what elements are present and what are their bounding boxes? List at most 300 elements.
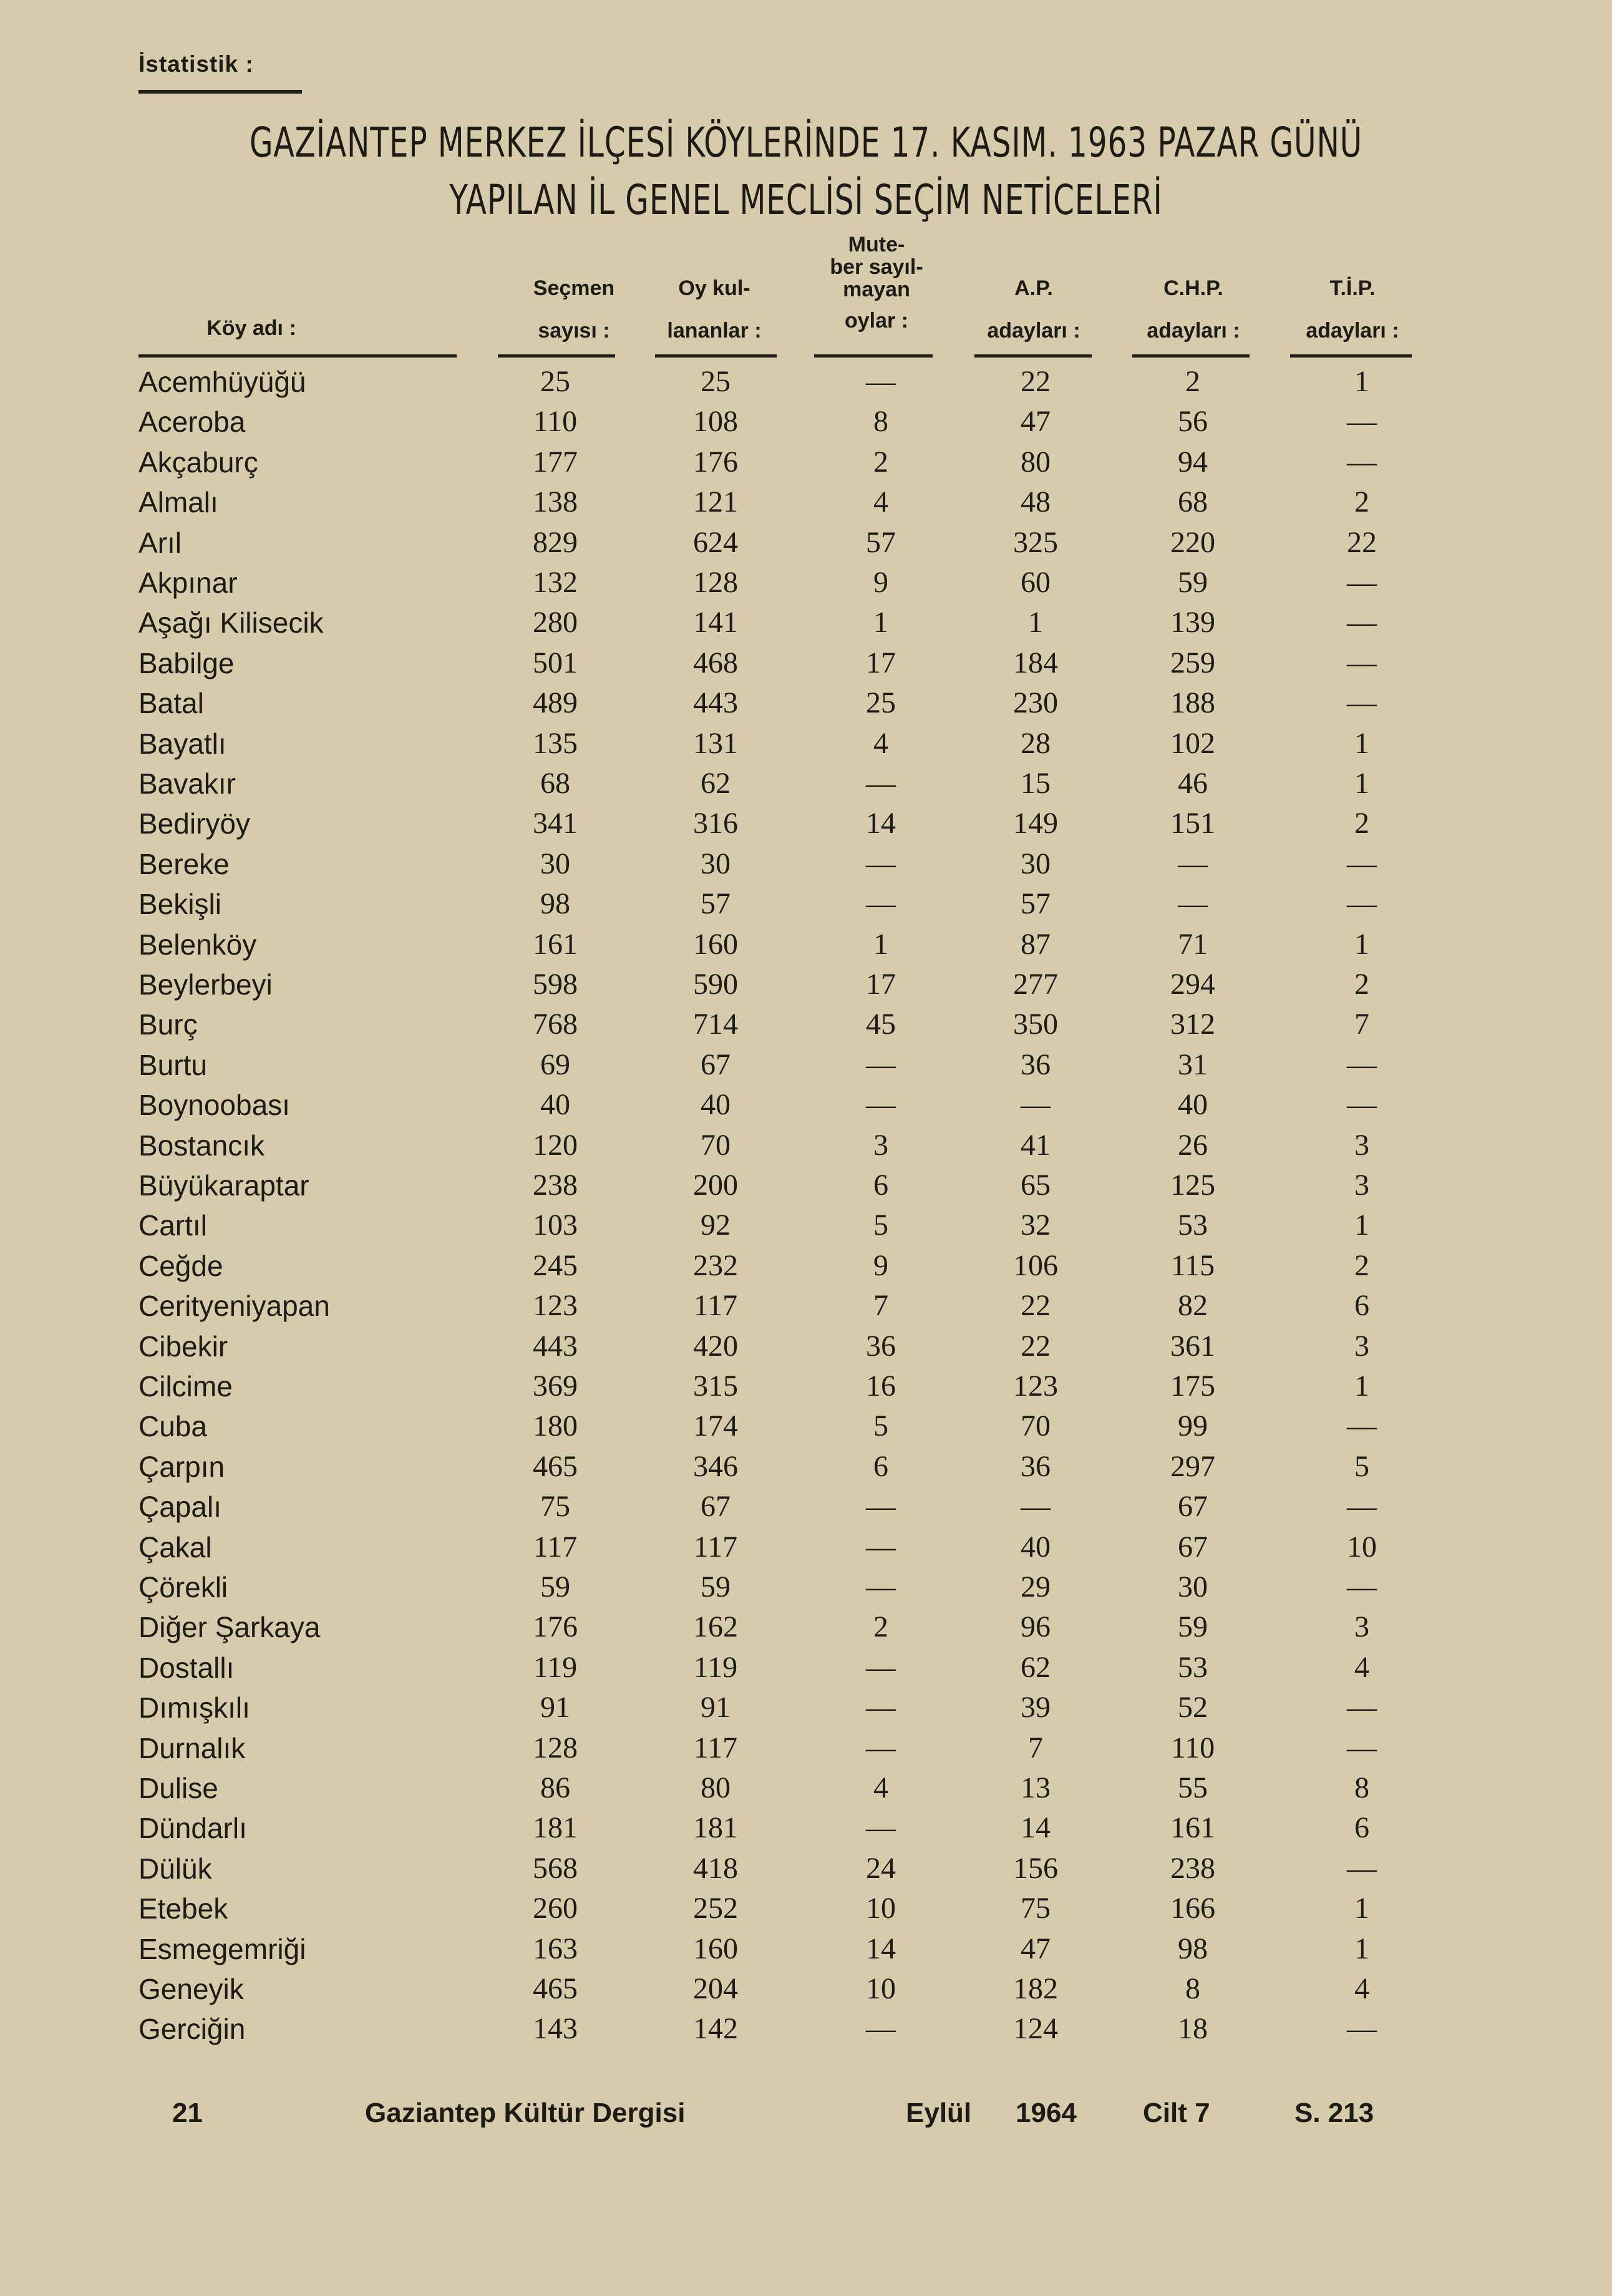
village-name-cell: Cuba bbox=[138, 1410, 207, 1443]
ap-cell: 182 bbox=[1013, 1972, 1058, 2005]
ap-cell: 41 bbox=[1021, 1128, 1051, 1162]
voters-cell: 568 bbox=[533, 1851, 578, 1885]
ap-cell: 36 bbox=[1021, 1048, 1051, 1081]
table-row bbox=[0, 1527, 1612, 1567]
voters-cell: 135 bbox=[533, 726, 578, 760]
voters-cell: 180 bbox=[533, 1409, 578, 1443]
votes-cast-cell: 590 bbox=[693, 968, 738, 1001]
chp-cell: 31 bbox=[1178, 1048, 1208, 1081]
votes-cast-cell: 204 bbox=[693, 1972, 738, 2005]
column-header-invalid-line-1: Mute- bbox=[848, 233, 905, 256]
column-header-voters-line-1: Seçmen bbox=[533, 276, 615, 300]
ap-cell: 123 bbox=[1013, 1369, 1058, 1403]
tip-cell: — bbox=[1347, 405, 1377, 439]
table-row bbox=[0, 402, 1612, 442]
invalid-cell: — bbox=[866, 1048, 896, 1081]
ap-cell: — bbox=[1021, 1088, 1051, 1122]
village-name-cell: Babilge bbox=[138, 646, 235, 679]
column-header-tip-line-2: adayları : bbox=[1306, 319, 1399, 343]
chp-cell: 59 bbox=[1178, 566, 1208, 599]
village-name-cell: Geneyik bbox=[138, 1973, 244, 2005]
invalid-cell: 45 bbox=[866, 1008, 896, 1041]
votes-cast-cell: 67 bbox=[701, 1490, 731, 1524]
voters-cell: 25 bbox=[540, 365, 570, 398]
chp-cell: 56 bbox=[1178, 405, 1208, 439]
village-name-cell: Akçaburç bbox=[138, 445, 258, 479]
voters-cell: 768 bbox=[533, 1008, 578, 1041]
votes-cast-cell: 92 bbox=[701, 1209, 731, 1242]
chp-cell: 259 bbox=[1170, 646, 1215, 679]
village-name-cell: Dülük bbox=[138, 1852, 212, 1885]
ap-cell: 40 bbox=[1021, 1530, 1051, 1564]
chp-cell: 161 bbox=[1170, 1811, 1215, 1845]
tip-cell: 1 bbox=[1354, 1209, 1369, 1242]
column-rule-votes-cast bbox=[655, 354, 777, 358]
invalid-cell: 4 bbox=[873, 1771, 888, 1804]
invalid-cell: 10 bbox=[866, 1972, 896, 2005]
chp-cell: 52 bbox=[1178, 1691, 1208, 1724]
chp-cell: 125 bbox=[1170, 1169, 1215, 1202]
column-header-voters bbox=[496, 276, 652, 343]
chp-cell: 53 bbox=[1178, 1650, 1208, 1684]
tip-cell: 3 bbox=[1354, 1329, 1369, 1363]
invalid-cell: 17 bbox=[866, 968, 896, 1001]
tip-cell: — bbox=[1347, 1851, 1377, 1885]
table-row bbox=[0, 764, 1612, 804]
tip-cell: — bbox=[1347, 1570, 1377, 1603]
voters-cell: 260 bbox=[533, 1892, 578, 1925]
invalid-cell: 5 bbox=[873, 1409, 888, 1443]
invalid-cell: 6 bbox=[873, 1169, 888, 1202]
votes-cast-cell: 162 bbox=[693, 1610, 738, 1644]
votes-cast-cell: 141 bbox=[693, 606, 738, 640]
table-row bbox=[0, 1607, 1612, 1647]
tip-cell: 6 bbox=[1354, 1289, 1369, 1323]
votes-cast-cell: 181 bbox=[693, 1811, 738, 1845]
table-row bbox=[0, 442, 1612, 482]
tip-cell: 2 bbox=[1354, 485, 1369, 519]
ap-cell: 277 bbox=[1013, 968, 1058, 1001]
ap-cell: 156 bbox=[1013, 1851, 1058, 1885]
ap-cell: 57 bbox=[1021, 887, 1051, 921]
chp-cell: 67 bbox=[1178, 1490, 1208, 1524]
table-row bbox=[0, 1085, 1612, 1125]
chp-cell: 139 bbox=[1170, 606, 1215, 640]
table-row bbox=[0, 1487, 1612, 1527]
invalid-cell: 57 bbox=[866, 525, 896, 559]
tip-cell: 3 bbox=[1354, 1169, 1369, 1202]
voters-cell: 501 bbox=[533, 646, 578, 679]
invalid-cell: 24 bbox=[866, 1851, 896, 1885]
village-name-cell: Ceğde bbox=[138, 1249, 223, 1282]
tip-cell: — bbox=[1347, 606, 1377, 640]
invalid-cell: 7 bbox=[873, 1289, 888, 1323]
column-header-votes-cast-line-2: lananlar : bbox=[667, 319, 762, 343]
votes-cast-cell: 142 bbox=[693, 2012, 738, 2046]
votes-cast-cell: 420 bbox=[693, 1329, 738, 1363]
table-row bbox=[0, 925, 1612, 965]
village-name-cell: Gerciğin bbox=[138, 2013, 246, 2046]
village-name-cell: Cilcime bbox=[138, 1370, 233, 1403]
table-row bbox=[0, 1286, 1612, 1326]
chp-cell: — bbox=[1178, 887, 1208, 921]
village-name-cell: Etebek bbox=[138, 1892, 228, 1925]
village-name-cell: Arıl bbox=[138, 526, 182, 559]
table-row bbox=[0, 1126, 1612, 1165]
votes-cast-cell: 59 bbox=[701, 1570, 731, 1603]
table-row bbox=[0, 844, 1612, 884]
tip-cell: — bbox=[1347, 1048, 1377, 1081]
column-header-ap bbox=[968, 276, 1099, 343]
tip-cell: 1 bbox=[1354, 365, 1369, 398]
votes-cast-cell: 40 bbox=[701, 1088, 731, 1122]
invalid-cell: — bbox=[866, 847, 896, 880]
voters-cell: 829 bbox=[533, 525, 578, 559]
tip-cell: 1 bbox=[1354, 726, 1369, 760]
column-header-invalid-line-2: ber sayıl- bbox=[830, 255, 923, 279]
village-name-cell: Dımışkılı bbox=[138, 1691, 250, 1724]
ap-cell: 65 bbox=[1021, 1169, 1051, 1202]
chp-cell: 294 bbox=[1170, 968, 1215, 1001]
votes-cast-cell: 117 bbox=[693, 1289, 738, 1323]
table-row bbox=[0, 643, 1612, 683]
chp-cell: 82 bbox=[1178, 1289, 1208, 1323]
tip-cell: — bbox=[1347, 1409, 1377, 1443]
ap-cell: 124 bbox=[1013, 2012, 1058, 2046]
ap-cell: 60 bbox=[1021, 566, 1051, 599]
voters-cell: 161 bbox=[533, 927, 578, 961]
village-name-cell: Bekişli bbox=[138, 888, 221, 921]
ap-cell: 149 bbox=[1013, 807, 1058, 840]
invalid-cell: 9 bbox=[873, 566, 888, 599]
chp-cell: 8 bbox=[1185, 1972, 1200, 2005]
chp-cell: 297 bbox=[1170, 1449, 1215, 1483]
chp-cell: 110 bbox=[1170, 1731, 1215, 1764]
voters-cell: 123 bbox=[533, 1289, 578, 1323]
ap-cell: 29 bbox=[1021, 1570, 1051, 1603]
tip-cell: 8 bbox=[1354, 1771, 1369, 1804]
tip-cell: — bbox=[1347, 887, 1377, 921]
table-row bbox=[0, 1045, 1612, 1085]
village-name-cell: Belenköy bbox=[138, 928, 257, 961]
ap-cell: 22 bbox=[1021, 1289, 1051, 1323]
votes-cast-cell: 315 bbox=[693, 1369, 738, 1403]
column-rule-voters bbox=[498, 354, 615, 358]
village-name-cell: Beylerbeyi bbox=[138, 968, 273, 1001]
page-title-line-2: YAPILAN İL GENEL MECLİSİ SEÇİM NETİCELERİ bbox=[449, 176, 1163, 224]
voters-cell: 598 bbox=[533, 968, 578, 1001]
invalid-cell: 10 bbox=[866, 1892, 896, 1925]
votes-cast-cell: 252 bbox=[693, 1892, 738, 1925]
chp-cell: 68 bbox=[1178, 485, 1208, 519]
village-name-cell: Boynoobası bbox=[138, 1089, 290, 1122]
voters-cell: 128 bbox=[533, 1731, 578, 1764]
votes-cast-cell: 91 bbox=[701, 1691, 731, 1724]
chp-cell: 26 bbox=[1178, 1128, 1208, 1162]
column-header-votes-cast-line-1: Oy kul- bbox=[678, 276, 750, 300]
votes-cast-cell: 121 bbox=[693, 485, 738, 519]
votes-cast-cell: 70 bbox=[701, 1128, 731, 1162]
ap-cell: 230 bbox=[1013, 686, 1058, 720]
table-row bbox=[0, 1246, 1612, 1286]
chp-cell: 238 bbox=[1170, 1851, 1215, 1885]
table-row bbox=[0, 884, 1612, 924]
invalid-cell: — bbox=[866, 2012, 896, 2046]
table-row bbox=[0, 804, 1612, 844]
invalid-cell: — bbox=[866, 1691, 896, 1724]
table-row bbox=[0, 1004, 1612, 1044]
votes-cast-cell: 624 bbox=[693, 525, 738, 559]
tip-cell: — bbox=[1347, 566, 1377, 599]
tip-cell: 1 bbox=[1354, 1932, 1369, 1965]
village-name-cell: Batal bbox=[138, 687, 204, 720]
village-name-cell: Bavakır bbox=[138, 767, 236, 800]
village-name-cell: Burç bbox=[138, 1008, 198, 1041]
column-rule-village bbox=[138, 354, 457, 358]
votes-cast-cell: 131 bbox=[693, 726, 738, 760]
voters-cell: 119 bbox=[533, 1650, 578, 1684]
votes-cast-cell: 160 bbox=[693, 927, 738, 961]
table-row bbox=[0, 1205, 1612, 1245]
votes-cast-cell: 30 bbox=[701, 847, 731, 880]
village-name-cell: Bediryöy bbox=[138, 807, 250, 840]
tip-cell: — bbox=[1347, 445, 1377, 479]
footer-volume: Cilt 7 bbox=[1143, 2098, 1210, 2128]
table-row bbox=[0, 482, 1612, 522]
table-row bbox=[0, 1688, 1612, 1728]
tip-cell: 1 bbox=[1354, 1892, 1369, 1925]
ap-cell: 22 bbox=[1021, 365, 1051, 398]
invalid-cell: 17 bbox=[866, 646, 896, 679]
voters-cell: 120 bbox=[533, 1128, 578, 1162]
invalid-cell: 16 bbox=[866, 1369, 896, 1403]
tip-cell: 10 bbox=[1347, 1530, 1377, 1564]
village-name-cell: Cerityeniyapan bbox=[138, 1290, 330, 1323]
voters-cell: 75 bbox=[540, 1490, 570, 1524]
ap-cell: 15 bbox=[1021, 767, 1051, 800]
village-name-cell: Dulise bbox=[138, 1772, 218, 1804]
voters-cell: 138 bbox=[533, 485, 578, 519]
village-name-cell: Aşağı Kilisecik bbox=[138, 606, 324, 640]
chp-cell: 40 bbox=[1178, 1088, 1208, 1122]
ap-cell: 87 bbox=[1021, 927, 1051, 961]
tip-cell: 6 bbox=[1354, 1811, 1369, 1845]
ap-cell: 7 bbox=[1028, 1731, 1043, 1764]
column-header-village: Köy adı : bbox=[206, 316, 296, 340]
invalid-cell: 9 bbox=[873, 1248, 888, 1282]
village-name-cell: Bereke bbox=[138, 847, 230, 880]
chp-cell: 71 bbox=[1178, 927, 1208, 961]
chp-cell: 2 bbox=[1185, 365, 1200, 398]
table-row bbox=[0, 523, 1612, 563]
village-name-cell: Durnalık bbox=[138, 1731, 246, 1764]
voters-cell: 181 bbox=[533, 1811, 578, 1845]
column-rule-ap bbox=[974, 354, 1092, 358]
chp-cell: 98 bbox=[1178, 1932, 1208, 1965]
table-row bbox=[0, 1929, 1612, 1969]
ap-cell: 39 bbox=[1021, 1691, 1051, 1724]
table-row bbox=[0, 724, 1612, 764]
invalid-cell: — bbox=[866, 1650, 896, 1684]
ap-cell: 13 bbox=[1021, 1771, 1051, 1804]
voters-cell: 163 bbox=[533, 1932, 578, 1965]
column-header-tip bbox=[1287, 276, 1418, 343]
footer-issue: S. 213 bbox=[1294, 2098, 1374, 2128]
votes-cast-cell: 128 bbox=[693, 566, 738, 599]
votes-cast-cell: 176 bbox=[693, 445, 738, 479]
invalid-cell: 8 bbox=[873, 405, 888, 439]
table-row bbox=[0, 362, 1612, 402]
invalid-cell: 2 bbox=[873, 1610, 888, 1644]
votes-cast-cell: 232 bbox=[693, 1248, 738, 1282]
tip-cell: 2 bbox=[1354, 807, 1369, 840]
tip-cell: 1 bbox=[1354, 927, 1369, 961]
chp-cell: 53 bbox=[1178, 1209, 1208, 1242]
invalid-cell: — bbox=[866, 1811, 896, 1845]
votes-cast-cell: 67 bbox=[701, 1048, 731, 1081]
votes-cast-cell: 346 bbox=[693, 1449, 738, 1483]
chp-cell: 30 bbox=[1178, 1570, 1208, 1603]
ap-cell: 62 bbox=[1021, 1650, 1051, 1684]
chp-cell: 59 bbox=[1178, 1610, 1208, 1644]
ap-cell: 70 bbox=[1021, 1409, 1051, 1443]
tip-cell: 4 bbox=[1354, 1650, 1369, 1684]
votes-cast-cell: 25 bbox=[701, 365, 731, 398]
village-name-cell: Bostancık bbox=[138, 1129, 265, 1162]
ap-cell: 32 bbox=[1021, 1209, 1051, 1242]
village-name-cell: Bayatlı bbox=[138, 727, 226, 760]
village-name-cell: Dündarlı bbox=[138, 1812, 247, 1845]
votes-cast-cell: 119 bbox=[693, 1650, 738, 1684]
voters-cell: 238 bbox=[533, 1169, 578, 1202]
tip-cell: 4 bbox=[1354, 1972, 1369, 2005]
voters-cell: 98 bbox=[540, 887, 570, 921]
village-name-cell: Çarpın bbox=[138, 1450, 225, 1483]
tip-cell: 3 bbox=[1354, 1128, 1369, 1162]
tip-cell: 1 bbox=[1354, 1369, 1369, 1403]
ap-cell: — bbox=[1021, 1490, 1051, 1524]
ap-cell: 22 bbox=[1021, 1329, 1051, 1363]
ap-cell: 30 bbox=[1021, 847, 1051, 880]
tip-cell: 2 bbox=[1354, 968, 1369, 1001]
column-header-chp bbox=[1128, 276, 1259, 343]
invalid-cell: 36 bbox=[866, 1329, 896, 1363]
column-header-ap-line-2: adayları : bbox=[987, 319, 1080, 343]
table-row bbox=[0, 1326, 1612, 1366]
table-row bbox=[0, 1849, 1612, 1889]
footer-year: 1964 bbox=[1016, 2098, 1077, 2128]
voters-cell: 341 bbox=[533, 807, 578, 840]
ap-cell: 106 bbox=[1013, 1248, 1058, 1282]
ap-cell: 36 bbox=[1021, 1449, 1051, 1483]
tip-cell: — bbox=[1347, 1731, 1377, 1764]
voters-cell: 280 bbox=[533, 606, 578, 640]
votes-cast-cell: 418 bbox=[693, 1851, 738, 1885]
invalid-cell: 1 bbox=[873, 606, 888, 640]
votes-cast-cell: 468 bbox=[693, 646, 738, 679]
village-name-cell: Acemhüyüğü bbox=[138, 366, 306, 398]
chp-cell: 175 bbox=[1170, 1369, 1215, 1403]
tip-cell: — bbox=[1347, 646, 1377, 679]
invalid-cell: — bbox=[866, 1731, 896, 1764]
tip-cell: — bbox=[1347, 2012, 1377, 2046]
ap-cell: 184 bbox=[1013, 646, 1058, 679]
ap-cell: 1 bbox=[1028, 606, 1043, 640]
ap-cell: 96 bbox=[1021, 1610, 1051, 1644]
table-row bbox=[0, 1648, 1612, 1688]
invalid-cell: — bbox=[866, 1570, 896, 1603]
table-row bbox=[0, 1728, 1612, 1768]
section-label: İstatistik : bbox=[138, 51, 254, 77]
invalid-cell: 14 bbox=[866, 1932, 896, 1965]
invalid-cell: 5 bbox=[873, 1209, 888, 1242]
votes-cast-cell: 80 bbox=[701, 1771, 731, 1804]
tip-cell: 2 bbox=[1354, 1248, 1369, 1282]
invalid-cell: — bbox=[866, 767, 896, 800]
chp-cell: 102 bbox=[1170, 726, 1215, 760]
invalid-cell: — bbox=[866, 1490, 896, 1524]
village-name-cell: Cartıl bbox=[138, 1209, 207, 1242]
footer-page-number: 21 bbox=[172, 2098, 203, 2128]
table-row bbox=[0, 1447, 1612, 1487]
chp-cell: 220 bbox=[1170, 525, 1215, 559]
invalid-cell: 2 bbox=[873, 445, 888, 479]
voters-cell: 40 bbox=[540, 1088, 570, 1122]
votes-cast-cell: 62 bbox=[701, 767, 731, 800]
voters-cell: 68 bbox=[540, 767, 570, 800]
votes-cast-cell: 117 bbox=[693, 1530, 738, 1564]
chp-cell: 166 bbox=[1170, 1892, 1215, 1925]
voters-cell: 245 bbox=[533, 1248, 578, 1282]
section-underline bbox=[138, 90, 302, 94]
voters-cell: 177 bbox=[533, 445, 578, 479]
chp-cell: 67 bbox=[1178, 1530, 1208, 1564]
village-name-cell: Aceroba bbox=[138, 406, 246, 439]
tip-cell: — bbox=[1347, 1691, 1377, 1724]
table-row bbox=[0, 1165, 1612, 1205]
invalid-cell: — bbox=[866, 1530, 896, 1564]
invalid-cell: 1 bbox=[873, 927, 888, 961]
table-row bbox=[0, 965, 1612, 1004]
column-header-chp-line-2: adayları : bbox=[1147, 319, 1240, 343]
tip-cell: 5 bbox=[1354, 1449, 1369, 1483]
tip-cell: — bbox=[1347, 1088, 1377, 1122]
chp-cell: 151 bbox=[1170, 807, 1215, 840]
votes-cast-cell: 108 bbox=[693, 405, 738, 439]
voters-cell: 369 bbox=[533, 1369, 578, 1403]
chp-cell: 361 bbox=[1170, 1329, 1215, 1363]
voters-cell: 91 bbox=[540, 1691, 570, 1724]
column-header-votes-cast bbox=[652, 276, 777, 343]
voters-cell: 489 bbox=[533, 686, 578, 720]
table-row bbox=[0, 683, 1612, 723]
tip-cell: 7 bbox=[1354, 1008, 1369, 1041]
invalid-cell: 14 bbox=[866, 807, 896, 840]
tip-cell: 3 bbox=[1354, 1610, 1369, 1644]
ap-cell: 47 bbox=[1021, 405, 1051, 439]
village-name-cell: Çörekli bbox=[138, 1571, 228, 1603]
votes-cast-cell: 174 bbox=[693, 1409, 738, 1443]
chp-cell: 312 bbox=[1170, 1008, 1215, 1041]
voters-cell: 59 bbox=[540, 1570, 570, 1603]
ap-cell: 80 bbox=[1021, 445, 1051, 479]
village-name-cell: Almalı bbox=[138, 486, 218, 519]
table-row bbox=[0, 1406, 1612, 1446]
voters-cell: 132 bbox=[533, 566, 578, 599]
invalid-cell: — bbox=[866, 365, 896, 398]
village-name-cell: Cibekir bbox=[138, 1330, 228, 1363]
village-name-cell: Burtu bbox=[138, 1048, 207, 1081]
